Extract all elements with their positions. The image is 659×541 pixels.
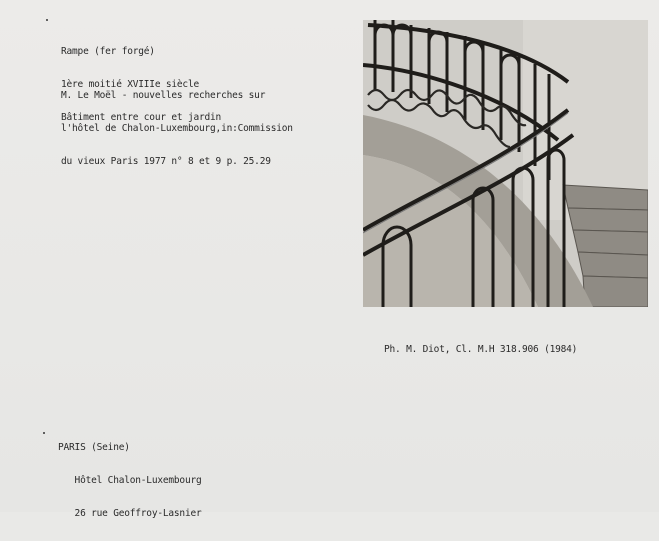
street-address: 26 rue Geoffroy-Lasnier: [58, 508, 202, 519]
reference-line: du vieux Paris 1977 n° 8 et 9 p. 25.29: [61, 156, 271, 167]
building-name: Hôtel Chalon-Luxembourg: [58, 475, 202, 486]
punch-mark: [43, 432, 45, 434]
reference-line: M. Le Moël - nouvelles recherches sur: [61, 90, 266, 101]
object-date: 1ère moitié XVIIIe siècle: [61, 79, 199, 90]
city: PARIS (Seine): [58, 442, 130, 453]
object-title: Rampe (fer forgé): [61, 46, 155, 57]
reference-line: l'hôtel de Chalon-Luxembourg,in:Commission: [61, 123, 293, 134]
bibliographic-reference: [61, 68, 293, 189]
photograph-staircase-railing: [363, 20, 648, 307]
object-location-in-building: Bâtiment entre cour et jardin: [61, 112, 222, 123]
photo-credit: Ph. M. Diot, Cl. M.H 318.906 (1984): [384, 344, 578, 355]
location-address: [58, 420, 202, 541]
punch-mark: [46, 19, 48, 21]
